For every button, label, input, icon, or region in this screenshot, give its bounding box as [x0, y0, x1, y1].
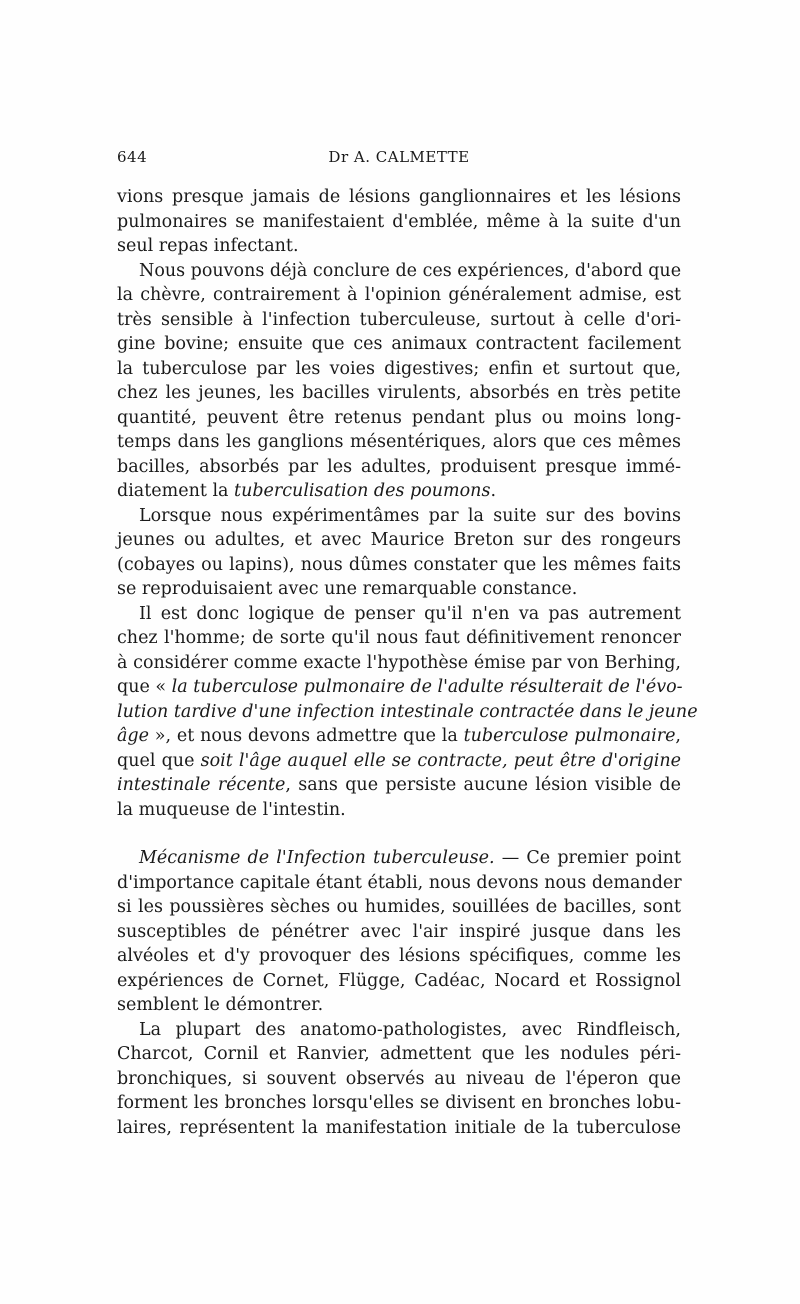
paragraph-4 — [117, 602, 698, 823]
text-line: Il est donc logique de penser qu'il n'en va pas autrement — [139, 603, 681, 624]
paragraph-5 — [117, 846, 681, 1018]
italic-phrase: tuberculose pulmonaire — [463, 726, 676, 746]
running-head — [117, 148, 681, 170]
body-text — [117, 185, 698, 1140]
text-line: seul repas infectant. — [117, 236, 299, 256]
text-line: la tuberculose par les voies digestives; enfin et surtout que, — [117, 358, 681, 379]
text-line: à considérer comme exacte l'hypothèse émise par von Berhing, — [117, 652, 681, 673]
text-line: bronchiques, si souvent observés au niveau de l'éperon que — [117, 1068, 681, 1089]
text-line — [117, 675, 681, 700]
text-line: La plupart des anatomo-pathologistes, avec Rindfleisch, — [139, 1019, 681, 1040]
text-line — [117, 479, 681, 504]
italic-quote: lution tardive d'une infection intestinale contractée dans le jeune — [117, 701, 698, 722]
text-line: Lorsque nous expérimentâmes par la suite sur des bovins — [139, 505, 681, 526]
text-run: quel que — [117, 750, 201, 771]
text-line: jeunes ou adultes, et avec Maurice Breton sur des rongeurs — [117, 530, 681, 550]
text-line — [117, 773, 681, 798]
text-run: que « — [117, 677, 172, 697]
text-run: . — [490, 481, 497, 501]
italic-phrase: tuberculisation des poumons — [234, 481, 491, 501]
italic-phrase: soit l'âge auquel elle se contracte, peut être d'origine — [200, 750, 681, 771]
text-line: gine bovine; ensuite que ces animaux contractent facilement — [117, 334, 681, 354]
text-line: quantité, peuvent être retenus pendant plus ou moins long- — [117, 407, 681, 428]
text-run: , sans que persiste aucune lésion visible de — [285, 775, 681, 795]
text-line: se reproduisaient avec une remarquable constance. — [117, 579, 578, 599]
text-line — [117, 749, 681, 774]
paragraph-3 — [117, 504, 681, 602]
italic-phrase: intestinale récente — [117, 775, 286, 795]
text-line: d'importance capitale étant établi, nous devons nous demander — [117, 872, 682, 893]
text-line: la muqueuse de l'intestin. — [117, 799, 346, 820]
text-line — [117, 846, 681, 871]
author-header: Dr A. CALMETTE — [328, 148, 470, 166]
text-run: , — [675, 726, 681, 746]
italic-quote: âge — [117, 726, 149, 746]
paragraph-1 — [117, 185, 681, 259]
text-line: vions presque jamais de lésions ganglionnaires et les lésions — [117, 187, 681, 207]
text-line: chez l'homme; de sorte qu'il nous faut définitivement renoncer — [117, 628, 681, 648]
text-run: », et nous devons admettre que la — [149, 726, 464, 746]
text-line — [117, 724, 681, 749]
text-run: — Ce premier point — [494, 848, 681, 868]
text-line: temps dans les ganglions mésentériques, alors que ces mêmes — [117, 432, 681, 452]
text-line: bacilles, absorbés par les adultes, produisent presque immé- — [117, 456, 681, 477]
text-line: forment les bronches lorsqu'elles se divisent en bronches lobu- — [117, 1093, 681, 1113]
italic-quote: la tuberculose pulmonaire de l'adulte résulterait de l'évo- — [171, 677, 683, 697]
text-line: si les poussières sèches ou humides, souillées de bacilles, sont — [117, 897, 681, 917]
text-line: alvéoles et d'y provoquer des lésions spécifiques, comme les — [117, 946, 681, 966]
text-line: expériences de Cornet, Flügge, Cadéac, Nocard et Rossignol — [117, 970, 681, 991]
text-run: diatement la — [117, 481, 235, 501]
text-line: pulmonaires se manifestaient d'emblée, même à la suite d'un — [117, 211, 681, 232]
text-line: semblent le démontrer. — [117, 995, 324, 1015]
text-line: susceptibles de pénétrer avec l'air inspiré jusque dans les — [117, 921, 681, 942]
text-line — [117, 700, 698, 725]
text-line: (cobayes ou lapins), nous dûmes constater que les mêmes faits — [117, 554, 681, 575]
text-line: Nous pouvons déjà conclure de ces expériences, d'abord que — [139, 260, 682, 281]
section-heading: Mécanisme de l'Infection tuberculeuse. — [139, 848, 495, 868]
paragraph-2 — [117, 259, 681, 504]
text-line: Charcot, Cornil et Ranvier, admettent que les nodules péri- — [117, 1044, 681, 1064]
text-line: la chèvre, contrairement à l'opinion généralement admise, est — [117, 285, 681, 305]
text-line: laires, représentent la manifestation initiale de la tuberculose — [117, 1117, 681, 1138]
page-number: 644 — [117, 148, 148, 166]
text-line: très sensible à l'infection tuberculeuse, surtout à celle d'ori- — [117, 309, 681, 330]
paragraph-6 — [117, 1018, 681, 1141]
text-line: chez les jeunes, les bacilles virulents, absorbés en très petite — [117, 383, 681, 403]
